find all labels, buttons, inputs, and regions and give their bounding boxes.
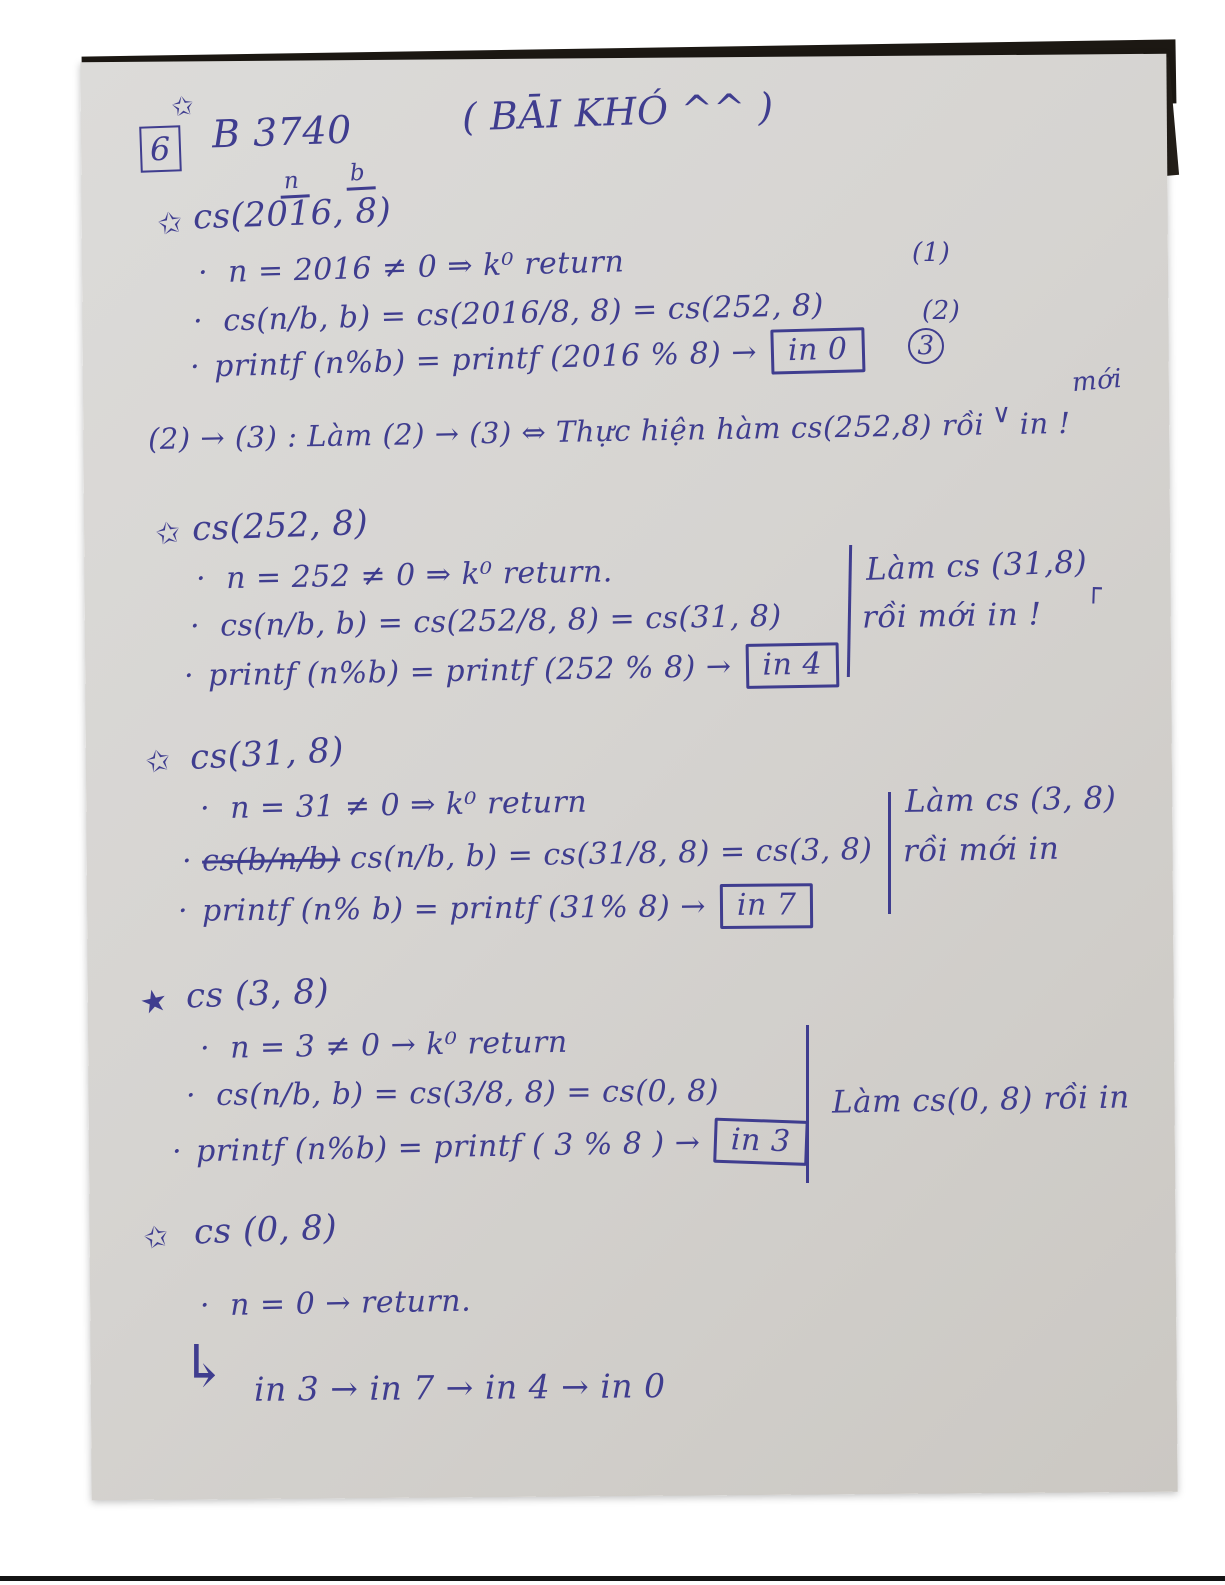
bullet-icon: · [197, 255, 209, 291]
call-2-line-2 [190, 599, 782, 644]
call-3-line-3 [178, 883, 814, 934]
call-3-crossed-out: cs(b/n/b) [201, 841, 341, 879]
call-2-side-note-1: Làm cs (31,8) [865, 544, 1088, 588]
problem-number: 6 [139, 125, 181, 172]
corner-mark-icon: ┌ [1085, 573, 1103, 605]
call-2-line-1 [196, 554, 613, 596]
call-4-side-note-1: Làm cs(0, 8) rồi in [831, 1079, 1131, 1121]
bullet-icon: · [192, 304, 204, 340]
call-3-side-note-2: rồi mới in [902, 830, 1060, 870]
call-4-line-2 [186, 1074, 719, 1114]
bullet-icon: · [199, 791, 211, 827]
call-5-line-1-text: n = 0 → return. [229, 1283, 472, 1323]
insertion-caret-icon: ∨ [991, 398, 1012, 430]
call-3-side-note-1: Làm cs (3, 8) [904, 780, 1117, 820]
call-2-output-box: in 4 [745, 642, 839, 689]
call-4-line-3 [172, 1118, 809, 1174]
call-1-output-box: in 0 [770, 327, 865, 374]
bullet-icon: · [171, 1134, 183, 1170]
var-label-n: n [279, 167, 310, 198]
star-icon: ★ [136, 981, 172, 1023]
call-2-line-3-text: printf (n%b) = printf (252 % 8) → [207, 649, 732, 694]
star-icon: ✩ [153, 514, 184, 552]
bullet-icon: · [183, 658, 195, 694]
call-3-line-2-text: cs(n/b, b) = cs(31/8, 8) = cs(3, 8) [349, 831, 873, 877]
star-icon: ✩ [142, 741, 174, 781]
bridge-note [147, 398, 1071, 457]
bullet-icon: · [181, 843, 193, 880]
call-2-side-note-2: rồi mới in ! [861, 596, 1042, 636]
bullet-icon: · [199, 1288, 211, 1324]
step-ref-2: (2) [922, 296, 961, 326]
call-2-line-2-text: cs(n/b, b) = cs(252/8, 8) = cs(31, 8) [219, 598, 782, 644]
bridge-note-text: (2) → (3) : Làm (2) → (3) ⇔ Thực hiện hàm cs(252,8) rồi [147, 407, 985, 457]
side-note-divider [847, 545, 852, 677]
step-ref-1: (1) [912, 238, 951, 268]
call-3-line-2 [182, 832, 873, 879]
side-note-divider [806, 1025, 809, 1183]
bridge-note-tail: in ! [1019, 405, 1071, 441]
call-1-line-2-text: cs(n/b, b) = cs(2016/8, 8) = cs(252, 8) [222, 287, 825, 339]
call-3-line-1-text: n = 31 ≠ 0 ⇒ k⁰ return [229, 784, 588, 826]
call-5-title: cs (0, 8) [193, 1207, 338, 1253]
side-note-divider [888, 792, 891, 914]
inserted-word: mới [1070, 363, 1124, 399]
var-label-b: b [345, 159, 376, 190]
call-2-line-1-text: n = 252 ≠ 0 ⇒ k⁰ return. [225, 554, 614, 597]
bullet-icon: · [189, 608, 201, 645]
call-1-line-1 [198, 244, 625, 290]
star-icon: ✩ [170, 90, 196, 124]
star-icon: ✩ [140, 1217, 172, 1257]
call-5-line-1 [200, 1284, 472, 1324]
call-3-line-3-text: printf (n% b) = printf (31% 8) → [201, 889, 707, 929]
star-icon: ✩ [155, 204, 186, 242]
call-2-line-3 [184, 642, 840, 698]
bullet-icon: · [177, 893, 189, 929]
call-2-title: cs(252, 8) [191, 502, 369, 550]
step-ref-3: 3 [908, 328, 944, 364]
call-3-title: cs(31, 8) [189, 729, 345, 779]
call-3-output-box: in 7 [720, 883, 814, 929]
call-4-line-2-text: cs(n/b, b) = cs(3/8, 8) = cs(0, 8) [215, 1073, 720, 1114]
call-4-line-3-text: printf (n%b) = printf ( 3 % 8 ) → [195, 1125, 701, 1170]
return-arrow-icon: ↳ [180, 1332, 229, 1400]
bullet-icon: · [185, 1078, 197, 1114]
call-4-output-box: in 3 [714, 1118, 809, 1166]
call-4-line-1 [200, 1025, 568, 1066]
call-3-line-1 [200, 785, 588, 827]
bullet-icon: · [199, 1031, 211, 1067]
difficulty-note: ( BĀI KHÓ ^^ ) [461, 84, 775, 140]
call-1-line-3-text: printf (n%b) = printf (2016 % 8) → [213, 334, 758, 385]
output-sequence: in 3 → in 7 → in 4 → in 0 [253, 1366, 666, 1409]
call-1-line-1-text: n = 2016 ≠ 0 ⇒ k⁰ return [227, 244, 625, 290]
call-4-title: cs (3, 8) [185, 971, 330, 1017]
call-1-title: cs(2016, 8) [192, 190, 392, 238]
call-4-line-1-text: n = 3 ≠ 0 → k⁰ return [229, 1024, 568, 1066]
problem-code: B 3740 [211, 107, 353, 157]
bullet-icon: · [189, 349, 201, 385]
bullet-icon: · [195, 561, 207, 597]
